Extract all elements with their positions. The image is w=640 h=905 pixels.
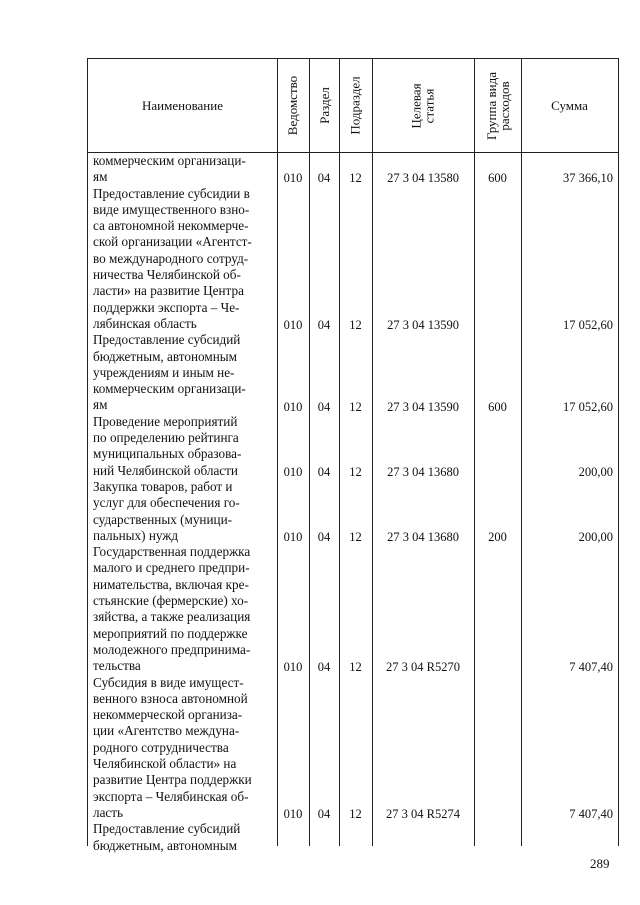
row-name-line: учреждениям и иным не-	[93, 364, 235, 380]
header-sum	[521, 59, 618, 152]
header-name	[88, 59, 277, 152]
header-target-line1: Целевая	[408, 82, 424, 129]
row-name-line: виде имущественного взно-	[93, 201, 250, 217]
header-target-label	[410, 83, 436, 128]
row-name-line: стьянские (фермерские) хо-	[93, 593, 249, 609]
row-name-line: ничества Челябинской об-	[93, 267, 241, 283]
header-section	[309, 59, 339, 152]
row-name	[93, 186, 268, 333]
header-section-label: Раздел	[316, 87, 332, 124]
header-expense-label	[485, 72, 511, 140]
cell-sect: 04	[317, 529, 331, 544]
cell-dept: 010	[283, 807, 303, 821]
cell-target: 27 3 04 13590	[387, 318, 459, 332]
cell-sum: 17 052,60	[563, 318, 613, 332]
cell-group: 600	[488, 399, 507, 414]
row-name-line: молодежного предпринима-	[93, 641, 251, 657]
row-name-line: Закупка товаров, работ и	[93, 479, 233, 494]
row-name-line: коммерческим организаци-	[93, 381, 246, 397]
cell-subsect: 12	[349, 529, 362, 544]
cell-dept: 010	[283, 171, 303, 186]
row-name-line: развитие Центра поддержки	[93, 772, 252, 788]
cell-target: 27 3 04 13590	[387, 399, 459, 414]
cell-subsect: 12	[349, 318, 362, 332]
cell-sum: 37 366,10	[563, 171, 613, 186]
row-name-line: ям	[93, 397, 108, 413]
row-name	[93, 821, 268, 854]
header-target	[372, 59, 474, 152]
row-name	[93, 675, 268, 822]
row-name-line: мероприятий по поддержке	[93, 625, 248, 641]
cell-sum: 7 407,40	[569, 807, 613, 821]
row-name-line: тельства	[93, 658, 141, 674]
cell-sum: 7 407,40	[569, 660, 613, 675]
row-name-line: Челябинской области» на	[93, 756, 237, 772]
row-name-line: Субсидия в виде имущест-	[93, 674, 244, 690]
row-name-line: по определению рейтинга	[93, 430, 239, 446]
row-name-line: малого и среднего предпри-	[93, 560, 250, 576]
cell-dept: 010	[283, 399, 303, 414]
cell-dept: 010	[283, 464, 303, 479]
cell-dept: 010	[283, 318, 303, 332]
header-sum-label: Сумма	[551, 97, 588, 113]
cell-subsect: 12	[349, 807, 362, 821]
budget-table	[87, 58, 619, 853]
row-name	[93, 332, 268, 413]
row-name-line: Предоставление субсидии в	[93, 185, 250, 201]
row-name-line: бюджетным, автономным	[93, 837, 237, 853]
cell-target: 27 3 04 13680	[387, 464, 459, 479]
row-name-line: услуг для обеспечения го-	[93, 495, 240, 511]
cell-target: 27 3 04 13680	[387, 529, 459, 544]
row-name	[93, 414, 268, 479]
header-expense-line1: Группа вида	[483, 71, 499, 140]
row-name-line: родного сотрудничества	[93, 739, 229, 755]
row-name-line: экспорта – Челябинская об-	[93, 788, 249, 804]
cell-sect: 04	[317, 464, 331, 479]
cell-sect: 04	[317, 807, 331, 821]
cell-dept: 010	[283, 529, 303, 544]
row-name-line: ний Челябинской области	[93, 462, 238, 478]
cell-subsect: 12	[349, 464, 362, 479]
row-name-line: Государственная поддержка	[93, 544, 251, 560]
cell-group: 200	[488, 529, 507, 544]
row-name-line: бюджетным, автономным	[93, 348, 237, 364]
header-target-line2: статья	[421, 88, 437, 123]
cell-target: 27 3 04 R5270	[386, 660, 460, 675]
row-name-line: Предоставление субсидий	[93, 332, 241, 348]
cell-target: 27 3 04 13580	[387, 171, 459, 186]
cell-target: 27 3 04 R5274	[386, 807, 460, 821]
header-subsection	[339, 59, 372, 152]
cell-sect: 04	[317, 318, 331, 332]
cell-subsect: 12	[349, 660, 362, 675]
header-department	[277, 59, 309, 152]
row-name-line: ской организации «Агентст-	[93, 234, 252, 250]
row-name-line: поддержки экспорта – Че-	[93, 299, 240, 315]
cell-sect: 04	[317, 399, 331, 414]
header-subsection-label: Подраздел	[348, 76, 364, 135]
row-name-line: коммерческим организаци-	[93, 153, 246, 168]
row-name-line: во международного сотруд-	[93, 250, 249, 266]
cell-subsect: 12	[349, 171, 362, 186]
row-name-line: лябинская область	[93, 315, 197, 331]
row-name	[93, 544, 268, 674]
row-name-line: Предоставление субсидий	[93, 821, 241, 837]
cell-group: 600	[488, 171, 507, 186]
cell-sect: 04	[317, 171, 331, 186]
cell-sum: 200,00	[578, 529, 613, 544]
row-name-line: некоммерческой организа-	[93, 707, 243, 723]
header-department-label: Ведомство	[285, 75, 301, 136]
cell-sum: 17 052,60	[563, 399, 613, 414]
row-name	[93, 153, 268, 186]
header-expense-group	[474, 59, 521, 152]
cell-sum: 200,00	[578, 464, 613, 479]
cell-subsect: 12	[349, 399, 362, 414]
row-name-line: са автономной некоммерче-	[93, 218, 249, 234]
row-name-line: ласть	[93, 804, 124, 820]
row-name-line: сударственных (муници-	[93, 511, 233, 527]
row-name-line: ласти» на развитие Центра	[93, 283, 244, 299]
row-name-line: ции «Агентство междуна-	[93, 723, 240, 739]
cell-sect: 04	[317, 660, 331, 675]
row-name-line: Проведение мероприятий	[93, 413, 238, 429]
page-number: 289	[590, 856, 610, 871]
row-name-line: зяйства, а также реализация	[93, 609, 251, 625]
row-name-line: муниципальных образова-	[93, 446, 242, 462]
row-name-line: венного взноса автономной	[93, 690, 248, 706]
row-name	[93, 479, 268, 544]
row-name-line: ям	[93, 169, 108, 185]
cell-dept: 010	[283, 660, 303, 675]
header-name-label: Наименование	[142, 97, 223, 113]
row-name-line: нимательства, включая кре-	[93, 576, 249, 592]
row-name-line: пальных) нужд	[93, 527, 179, 543]
header-expense-line2: расходов	[496, 80, 512, 131]
